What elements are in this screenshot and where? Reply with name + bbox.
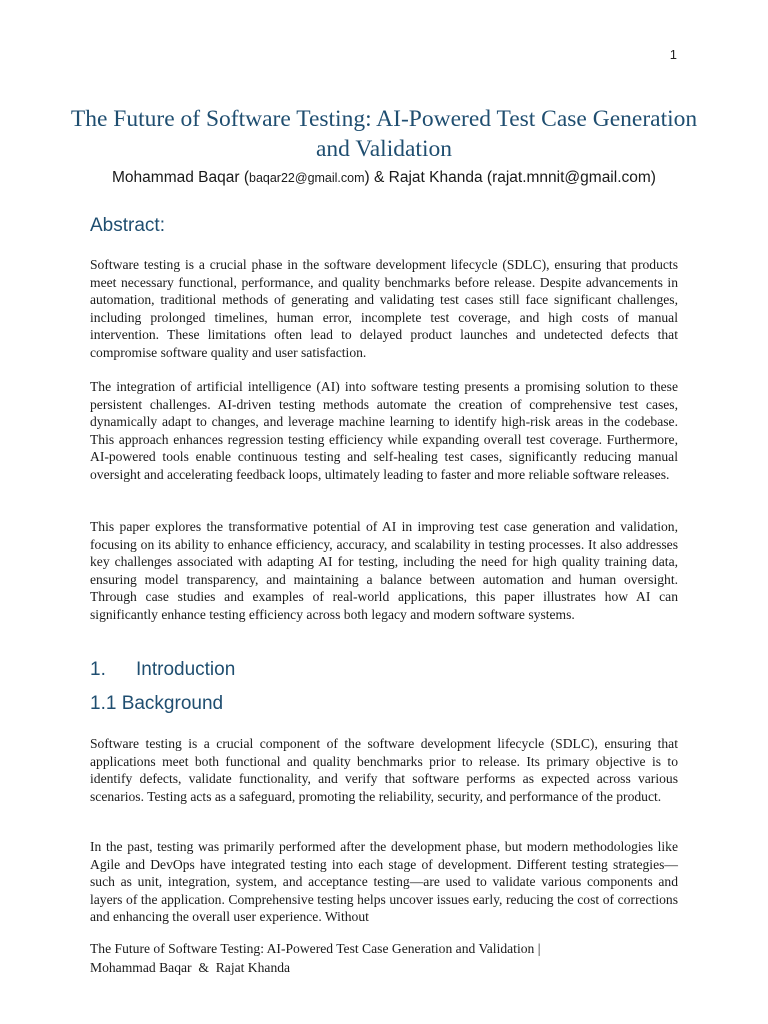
author-1-name: Mohammad Baqar xyxy=(112,169,240,186)
abstract-paragraph: The integration of artificial intelligence (AI) into software testing presents a promising solution to these persistent challenges. AI-driven testing methods automate the creation of comprehensive test cases, dynamically adapt to changes, and leverage machine learning to identify high-risk areas in the codebase. This approach enhances regression testing efficiency while expanding overall test coverage. Furthermore, AI-powered tools enable continuous testing and self-healing test cases, significantly reducing manual oversight and accelerating feedback loops, ultimately leading to faster and more reliable software releases. xyxy=(90,379,678,482)
paper-title: The Future of Software Testing: AI-Powered Test Case Generation and Validation xyxy=(70,106,698,162)
author-1-email[interactable]: baqar22@gmail.com xyxy=(249,171,365,185)
page-footer xyxy=(90,940,678,977)
page-number: 1 xyxy=(669,47,677,62)
abstract-paragraph: This paper explores the transformative potential of AI in improving test case generation and validation, focusing on its ability to enhance efficiency, accuracy, and scalability in testing processes. It also addresses key challenges associated with adapting AI for testing, including the need for high quality training data, ensuring model transparency, and maintaining a balance between automation and human oversight. Through case studies and examples of real-world applications, this paper illustrates how AI can significantly enhance testing efficiency across both legacy and modern software systems. xyxy=(90,519,678,622)
footer-authors-line: Mohammad Baqar & Rajat Khanda xyxy=(90,959,291,975)
background-paragraph: Software testing is a crucial component of the software development lifecycle (SDLC), ensuring that applications meet both functional and quality benchmarks prior to release. Its primary objective is to identify defects, validate functionality, and verify that software performs as expected across various scenarios. Testing acts as a safeguard, promoting the reliability, security, and performance of the product. xyxy=(90,736,678,804)
abstract-heading: Abstract: xyxy=(90,215,165,236)
background-paragraph: In the past, testing was primarily performed after the development phase, but modern methodologies like Agile and DevOps have integrated testing into each stage of development. Different testing strategies—such as unit, integration, system, and acceptance testing—are used to validate various components and layers of the application. Comprehensive testing helps uncover issues early, reducing the cost of corrections and enhancing the overall user experience. Without xyxy=(90,839,678,925)
footer-title-line: The Future of Software Testing: AI-Powered Test Case Generation and Validation | xyxy=(90,941,541,956)
section-number: 1. xyxy=(90,659,106,680)
section-title: Introduction xyxy=(136,659,236,680)
author-2-name: Rajat Khanda xyxy=(388,169,483,186)
section-heading-introduction xyxy=(90,659,235,681)
abstract-paragraph: Software testing is a crucial phase in the software development lifecycle (SDLC), ensuring that products meet necessary functional, performance, and quality benchmarks before release. Despite advancements in automation, traditional methods of generating and validating test cases still face significant challenges, including prolonged timelines, human error, incomplete test coverage, and high costs of manual intervention. These limitations often lead to delayed product launches and undetected defects that compromise software quality and user satisfaction. xyxy=(90,257,678,360)
subsection-heading-background: 1.1 Background xyxy=(90,693,224,714)
author-2-email[interactable]: rajat.mnnit@gmail.com xyxy=(492,169,651,186)
author-line: Mohammad Baqar (baqar22@gmail.com) & Rajat Khanda (rajat.mnnit@gmail.com) xyxy=(112,169,656,186)
author-conjunction: & xyxy=(374,169,385,186)
